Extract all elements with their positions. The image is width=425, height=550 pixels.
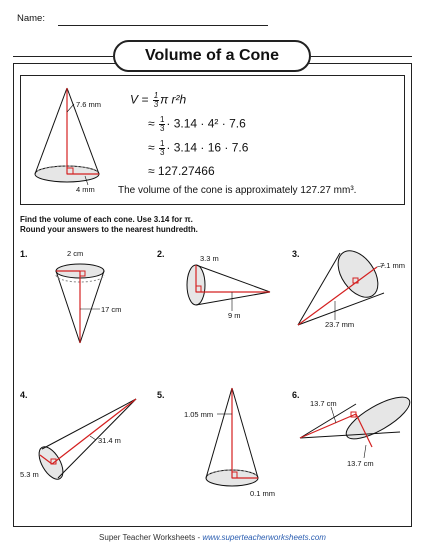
problem-1-cone	[56, 264, 104, 343]
problem-1-height: 17 cm	[101, 305, 122, 314]
instructions-line-1: Find the volume of each cone. Use 3.14 for π.	[20, 215, 193, 224]
example-answer: The volume of the cone is approximately 127.27 mm³.	[118, 185, 357, 196]
fraction-one-third: $\frac{1}{3}$	[159, 115, 165, 133]
formula-line-2: ≈ $\frac{1}{3}$ · 3.14 · 4² · 7.6	[148, 115, 246, 133]
footer-text: Super Teacher Worksheets -	[99, 533, 203, 542]
problem-6-radius: 13.7 cm	[347, 459, 374, 468]
problem-5-cone	[206, 388, 258, 486]
page-title: Volume of a Cone	[113, 40, 311, 72]
problem-2-height: 9 m	[228, 311, 241, 320]
footer-url-link[interactable]: www.superteacherworksheets.com	[202, 533, 326, 542]
problem-5-height: 1.05 mm	[184, 410, 214, 419]
formula-step-3: · 3.14 · 16 · 7.6	[166, 140, 249, 155]
example-radius-label: 4 mm	[76, 185, 95, 194]
problem-1-radius: 2 cm	[67, 249, 84, 258]
problem-2-number: 2.	[157, 249, 165, 259]
problem-4-radius: 5.3 m	[20, 470, 39, 479]
fraction-one-third: $\frac{1}{3}$	[159, 139, 165, 157]
problem-6-number: 6.	[292, 390, 300, 400]
problem-1-number: 1.	[20, 249, 28, 259]
instructions-line-2: Round your answers to the nearest hundredth.	[20, 225, 198, 234]
formula-step-2: · 3.14 · 4² · 7.6	[166, 116, 246, 131]
formula-line-3: ≈ $\frac{1}{3}$ · 3.14 · 16 · 7.6	[148, 139, 249, 157]
formula-v-equals: V =	[130, 92, 149, 107]
problem-6-height: 13.7 cm	[310, 399, 337, 408]
problem-4-number: 4.	[20, 390, 28, 400]
example-slant-label: 7.6 mm	[76, 100, 102, 109]
problem-5-radius: 0.1 mm	[250, 489, 276, 498]
problem-2-radius: 3.3 m	[200, 254, 219, 263]
fraction-one-third: $\frac{1}{3}$	[153, 91, 159, 109]
footer	[0, 533, 425, 542]
name-label: Name:	[17, 13, 45, 24]
formula-pi-r2h: π r²h	[160, 92, 187, 107]
formula-line-4: ≈ 127.27466	[148, 164, 215, 178]
problem-3-radius: 7.1 mm	[380, 261, 406, 270]
problem-3-height: 23.7 mm	[325, 320, 355, 329]
problem-3-cone	[298, 244, 386, 325]
problem-4-height: 31.4 m	[98, 436, 121, 445]
problem-3-number: 3.	[292, 249, 300, 259]
problem-2-cone	[187, 265, 270, 311]
problem-5-number: 5.	[157, 390, 165, 400]
